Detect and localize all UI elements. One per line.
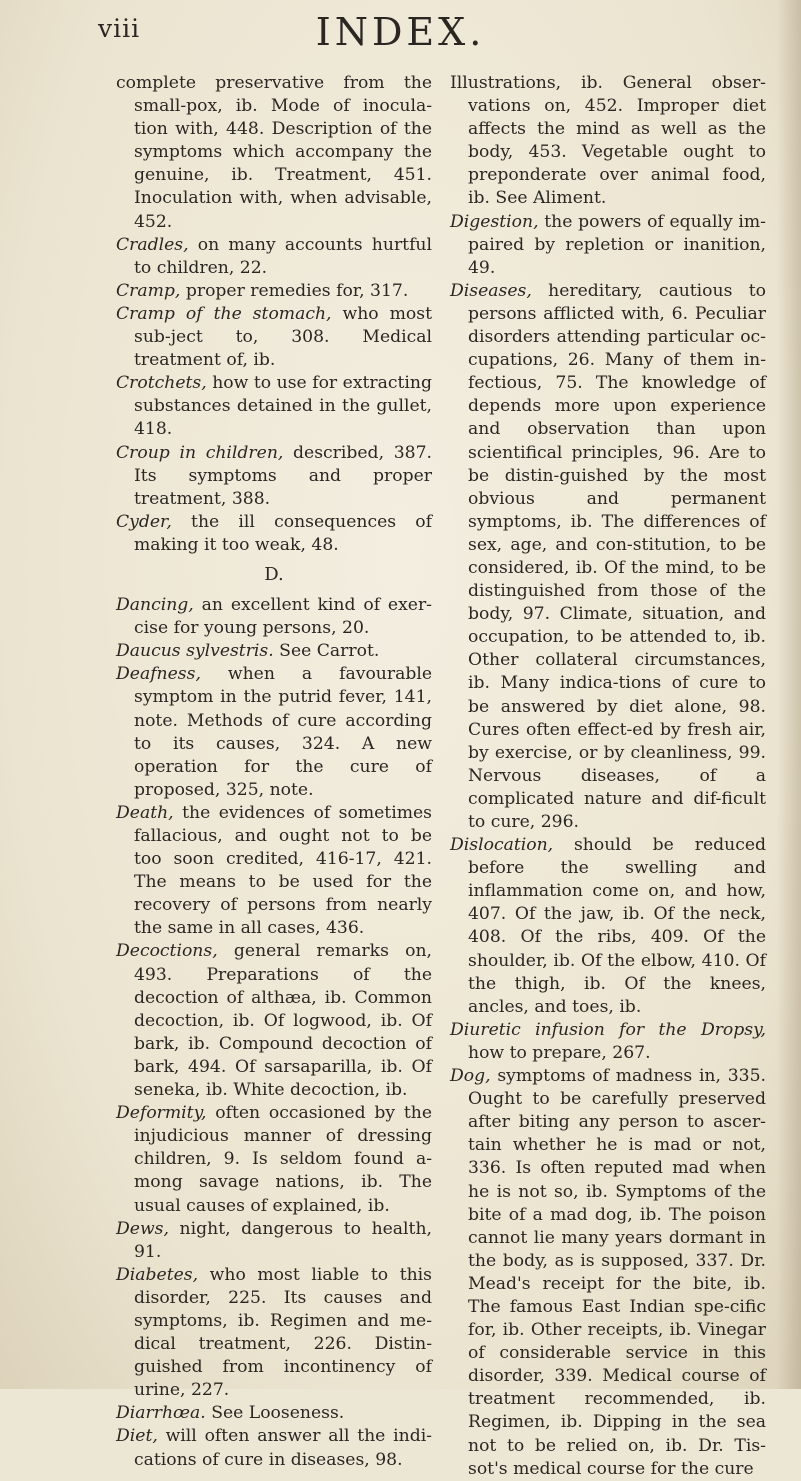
- entry-term: Dislocation,: [450, 835, 554, 856]
- entry-term: Cramp,: [116, 280, 181, 301]
- index-entry: [116, 280, 432, 303]
- entry-text: symptoms of madness in, 335. Ought to be carefully preserved after biting any person to ascer-tain whether he is mad or not, 336. Is often reputed mad when he is not so, ib. Symptoms of the bite of a mad dog, ib. The poison cannot lie many years dormant in the body, as is supposed, 337. Dr. Mead's receipt for the bite, ib. The famous East Indian spe-cific for, ib. Other receipts, ib. Vinegar of considerable service in this disorder, 339. Medical course of treatment recommended, ib. Regimen, ib. Dipping in the sea not to be relied on, ib. Dr. Tis-sot's medical course for the cure: [468, 1066, 766, 1479]
- index-entry: [116, 663, 432, 802]
- entry-text: the powers of equally im-paired by repletion or inanition, 49.: [468, 211, 766, 278]
- entry-term: Death,: [116, 802, 174, 823]
- entry-term: Deafness,: [116, 664, 201, 685]
- continued-entry: Illustrations, ib. General obser-vations on, 452. Improper diet affects the mind as well as the body, 453. Vegetable ought to preponderate over animal food, ib. See Aliment.: [450, 73, 766, 209]
- entry-text: who most sub-ject to, 308. Medical treatment of, ib.: [134, 303, 432, 371]
- entry-term: Digestion,: [450, 211, 539, 232]
- entry-term: Deformity,: [116, 1103, 207, 1124]
- page-number: viii: [98, 14, 141, 43]
- entry-text: when a favourable symptom in the putrid fever, 141, note. Methods of cure according to its causes, 324. A new operation for the cure of proposed, 325, note.: [134, 664, 432, 800]
- entry-text: on many accounts hurtful to children, 22.: [134, 234, 432, 278]
- entry-term: Dog,: [450, 1066, 491, 1087]
- entry-text: described, 387. Its symptoms and proper treatment, 388.: [134, 442, 432, 509]
- left-column: [116, 72, 432, 1472]
- index-entry: [450, 211, 766, 280]
- index-entry: [116, 1402, 432, 1425]
- index-entry: [116, 1218, 432, 1264]
- entry-term: Cradles,: [116, 234, 189, 255]
- entry-text: how to prepare, 267.: [468, 1042, 651, 1063]
- entry-text: the evidences of sometimes fallacious, and ought not to be too soon credited, 416-17, 421. The means to be used for the recovery of persons from nearly the same in all cases, 436.: [134, 802, 432, 939]
- section-letter: D.: [264, 563, 284, 585]
- index-entry: [116, 511, 432, 557]
- entry-text: See Looseness.: [205, 1403, 345, 1424]
- page-edge-shadow: [777, 0, 801, 1389]
- entry-term: Croup in children,: [116, 442, 284, 463]
- index-entry: [116, 640, 432, 663]
- index-entry: [116, 1425, 432, 1471]
- index-entry: [116, 594, 432, 640]
- entry-text: night, dangerous to health, 91.: [134, 1218, 432, 1262]
- entry-term: Decoctions,: [116, 941, 218, 962]
- entry-term: Diuretic infusion for the Dropsy,: [450, 1019, 766, 1040]
- entry-term: Diet,: [116, 1426, 158, 1447]
- index-entry: [450, 834, 766, 1019]
- right-column: [450, 72, 766, 1481]
- entry-term: Dancing,: [116, 595, 194, 616]
- entry-text: will often answer all the indi-cations of cure in diseases, 98.: [134, 1426, 432, 1470]
- entry-term: Diabetes,: [116, 1264, 199, 1285]
- index-entry: [116, 372, 432, 441]
- entry-text: how to use for extracting substances detained in the gullet, 418.: [134, 373, 432, 440]
- index-entry: [116, 234, 432, 280]
- entry-term: Crotchets,: [116, 373, 207, 394]
- entry-term: Daucus sylvestris.: [116, 641, 274, 662]
- entry-text: hereditary, cautious to persons afflicted with, 6. Peculiar disorders attending particular oc-cupations, 26. Many of them in-fectious, 75. The knowledge of depends more upon experience and observation than upon scientifical principles, 96. Are to be distin-guished by the most obvious and permanent symptoms, ib. The differences of sex, age, and con-stitution, to be considered, ib. Of the mind, to be distinguished from those of the body, 97. Climate, situation, and occupation, to be attended to, ib. Other collateral circumstances, ib. Many indica-tions of cure to be answered by diet alone, 98. Cures often effect-ed by fresh air, by exercise, or by cleanliness, 99. Nervous diseases, of a complicated nature and dif-ficult to cure, 296.: [468, 280, 766, 832]
- index-entry: [116, 1264, 432, 1403]
- index-entry: [116, 1102, 432, 1217]
- entry-text: general remarks on, 493. Preparations of the decoction of althæa, ib. Common decoction, ib. Of logwood, ib. Of bark, ib. Compound decoction of bark, 494. Of sarsaparilla, ib. Of seneka, ib. White decoction, ib.: [134, 941, 432, 1101]
- running-head: INDEX.: [315, 10, 486, 54]
- index-entry: [116, 802, 432, 941]
- continued-entry: complete preservative from the small-pox, ib. Mode of inocula-tion with, 448. Description of the symptoms which accompany the genuine, ib. Treatment, 451. Inoculation with, when advisable, 452.: [116, 73, 432, 232]
- entry-text: proper remedies for, 317.: [180, 280, 409, 301]
- entry-text: should be reduced before the swelling and inflammation come on, and how, 407. Of the jaw, ib. Of the neck, 408. Of the ribs, 409. Of the shoulder, ib. Of the elbow, 410. Of the thigh, ib. Of the knees, ancles, and toes, ib.: [468, 835, 766, 1017]
- entry-term: Cramp of the stomach,: [116, 303, 332, 324]
- entry-term: Cyder,: [116, 511, 172, 532]
- entry-text: who most liable to this disorder, 225. Its causes and symptoms, ib. Regimen and me-dical treatment, 226. Distin-guished from incontinency of urine, 227.: [134, 1264, 432, 1401]
- entry-term: Diarrhœa.: [116, 1403, 206, 1424]
- entry-term: Dews,: [116, 1218, 169, 1239]
- index-entry: [450, 1065, 766, 1481]
- entry-text: often occasioned by the injudicious manner of dressing children, 9. Is seldom found a-mong savage nations, ib. The usual causes of explained, ib.: [134, 1103, 432, 1216]
- index-entry: [450, 280, 766, 834]
- entry-text: the ill consequences of making it too weak, 48.: [134, 511, 432, 555]
- entry-term: Diseases,: [450, 280, 532, 301]
- index-entry: [116, 442, 432, 511]
- entry-text: an excellent kind of exer-cise for young persons, 20.: [134, 595, 432, 639]
- index-entry: [450, 1019, 766, 1065]
- index-entry: [116, 303, 432, 372]
- index-entry: [116, 940, 432, 1102]
- entry-text: See Carrot.: [273, 641, 380, 662]
